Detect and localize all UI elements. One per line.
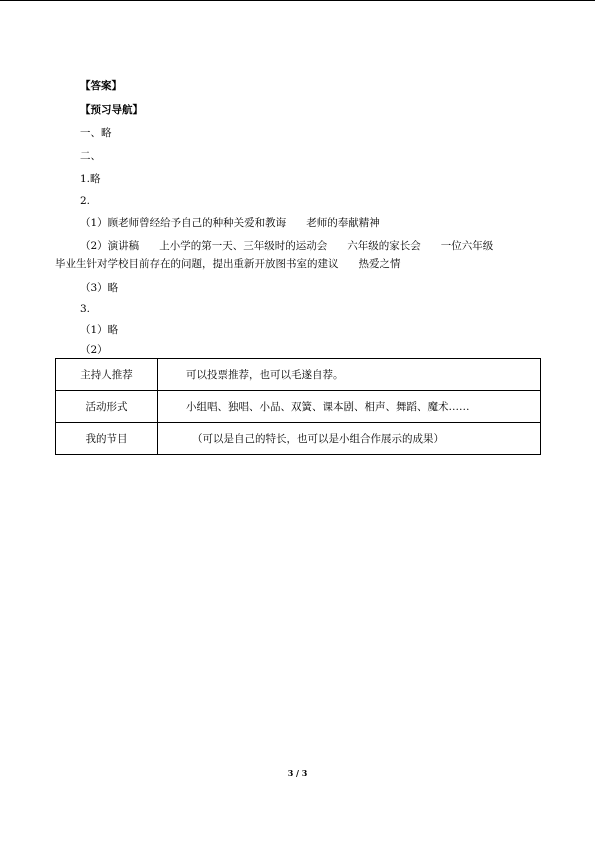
table-cell-label: 主持人推荐 bbox=[56, 359, 158, 391]
answer-line: （3）略 bbox=[80, 282, 119, 294]
table-cell-label: 我的节目 bbox=[56, 423, 158, 455]
answer-line: 3. bbox=[80, 303, 91, 315]
answer-heading: 【答案】 bbox=[80, 80, 122, 92]
answer-line: 一、略 bbox=[80, 127, 112, 139]
answer-line: （2）演讲稿 上小学的第一天、三年级时的运动会 六年级的家长会 一位六年级 bbox=[80, 240, 494, 252]
answer-line: 毕业生针对学校目前存在的问题，提出重新开放图书室的建议 热爱之情 bbox=[55, 258, 401, 270]
answer-line: （1）略 bbox=[80, 324, 119, 336]
table-row bbox=[56, 359, 541, 391]
table-row bbox=[56, 391, 541, 423]
answer-line: 1.略 bbox=[80, 173, 101, 185]
table-cell-value: 小组唱、独唱、小品、双簧、课本剧、相声、舞蹈、魔术…… bbox=[158, 391, 541, 423]
page-number: 3 / 3 bbox=[287, 768, 308, 778]
table-row bbox=[56, 423, 541, 455]
table-cell-value: 可以投票推荐，也可以毛遂自荐。 bbox=[158, 359, 541, 391]
answer-line: 2. bbox=[80, 195, 91, 207]
program-table bbox=[55, 358, 541, 455]
table-cell-label: 活动形式 bbox=[56, 391, 158, 423]
answer-line: 二、 bbox=[80, 150, 101, 162]
preview-heading: 【预习导航】 bbox=[80, 104, 143, 116]
table-cell-value: （可以是自己的特长，也可以是小组合作展示的成果） bbox=[158, 423, 541, 455]
top-rule bbox=[0, 0, 595, 1]
answer-line: （2） bbox=[80, 344, 108, 356]
answer-line: （1）顾老师曾经给予自己的种种关爱和教诲 老师的奉献精神 bbox=[80, 217, 380, 229]
